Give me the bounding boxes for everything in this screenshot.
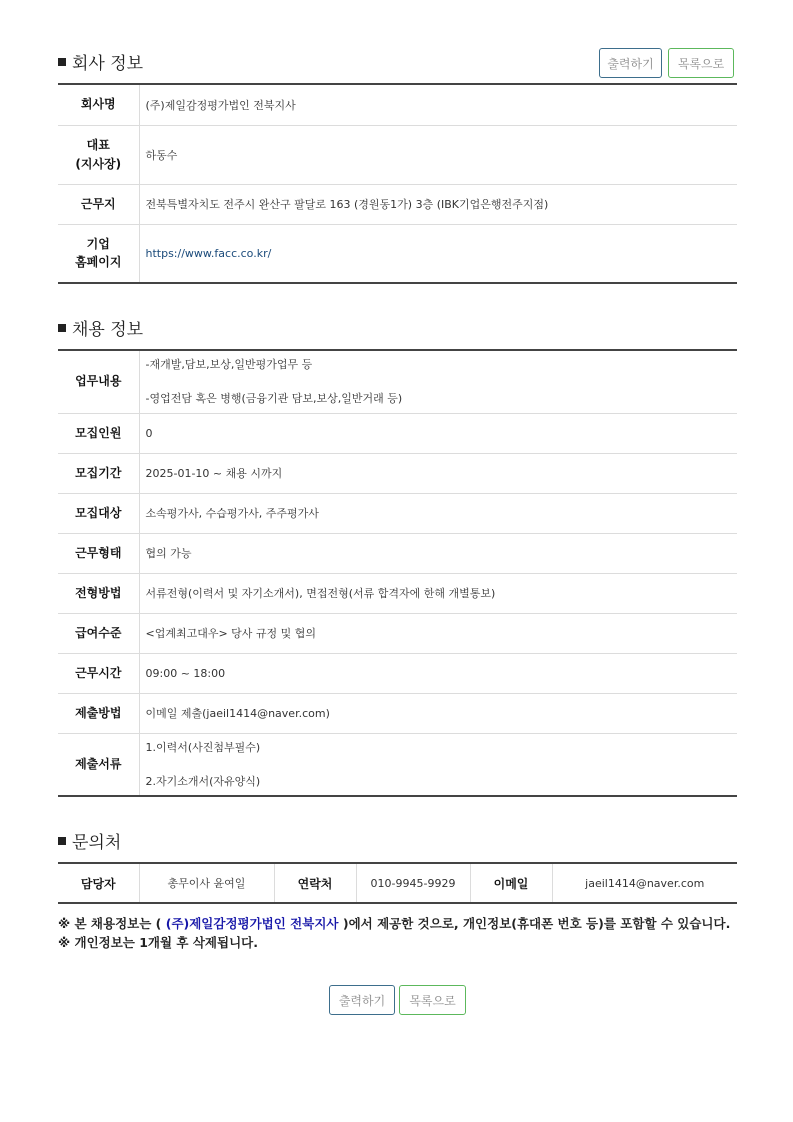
print-button-top[interactable]: 출력하기	[599, 48, 662, 78]
phone-label: 연락처	[274, 863, 356, 903]
table-row	[58, 84, 737, 125]
salary-value: <업계최고대우> 당사 규정 및 협의	[139, 613, 737, 653]
manager-label: 담당자	[80, 876, 116, 891]
row-label: 근무시간	[58, 653, 139, 693]
row-label: 제출서류	[58, 733, 139, 796]
list-button-top[interactable]: 목록으로	[668, 48, 734, 78]
homepage-cell	[139, 224, 737, 283]
submit-method-value: 이메일 제출(jaeil1414@naver.com)	[139, 693, 737, 733]
square-bullet-icon	[58, 324, 66, 332]
email-label: 이메일	[470, 863, 552, 903]
row-label: 전형방법	[58, 573, 139, 613]
workplace-value: 전북특별자치도 전주시 완산구 팔달로 163 (경원동1가) 3층 (IBK기업은행전주지점)	[139, 184, 737, 224]
email-value: jaeil1414@naver.com	[552, 863, 737, 903]
table-row	[58, 613, 737, 653]
table-row	[58, 493, 737, 533]
row-label: 모집인원	[58, 413, 139, 453]
table-row	[58, 350, 737, 413]
document-line: 2.자기소개서(자유양식)	[145, 774, 261, 788]
row-label: 급여수준	[58, 613, 139, 653]
list-button-bottom[interactable]: 목록으로	[399, 985, 466, 1015]
job-line: -영업전담 혹은 병행(금융기관 담보,보상,일반거래 등)	[145, 392, 403, 406]
manager-value: 총무이사 윤여일	[139, 863, 274, 903]
row-label: 업무내용	[58, 350, 139, 413]
table-row	[58, 184, 737, 224]
work-type-value: 협의 가능	[139, 533, 737, 573]
table-row	[58, 125, 737, 184]
selection-method-value: 서류전형(이력서 및 자기소개서), 면접전형(서류 합격자에 한해 개별통보)	[139, 573, 737, 613]
documents-value	[139, 733, 737, 796]
privacy-notice	[58, 914, 737, 952]
work-hours-value: 09:00 ~ 18:00	[139, 653, 737, 693]
document-line: 1.이력서(사진첨부필수)	[145, 740, 261, 754]
table-row	[58, 693, 737, 733]
row-label: 기업 홈페이지	[58, 224, 139, 283]
row-label: 모집대상	[58, 493, 139, 533]
table-row	[58, 453, 737, 493]
table-row	[58, 733, 737, 796]
contact-title-text: 문의처	[72, 833, 122, 853]
square-bullet-icon	[58, 837, 66, 845]
contact-table	[58, 862, 737, 904]
notice-line-2: ※ 개인정보는 1개월 후 삭제됩니다.	[58, 935, 258, 950]
table-row	[58, 224, 737, 283]
company-info-table	[58, 83, 737, 284]
headcount-value: 0	[139, 413, 737, 453]
recruit-info-title	[58, 315, 143, 340]
table-row	[58, 863, 737, 903]
table-row	[58, 533, 737, 573]
print-button-bottom[interactable]: 출력하기	[329, 985, 395, 1015]
company-name-value: (주)제일감정평가법인 전북지사	[145, 98, 296, 112]
square-bullet-icon	[58, 58, 66, 66]
recruit-info-title-text: 채용 정보	[72, 320, 144, 340]
row-label: 회사명	[58, 84, 139, 125]
table-row	[58, 413, 737, 453]
row-label: 제출방법	[58, 693, 139, 733]
row-label: 모집기간	[58, 453, 139, 493]
notice-company-name: (주)제일감정평가법인 전북지사	[165, 916, 339, 931]
ceo-value: 하동수	[139, 125, 737, 184]
table-row	[58, 573, 737, 613]
homepage-link[interactable]: https://www.facc.co.kr/	[145, 246, 272, 260]
period-value: 2025-01-10 ~ 채용 시까지	[139, 453, 737, 493]
row-label: 근무형태	[58, 533, 139, 573]
row-label: 근무지	[58, 184, 139, 224]
row-label: 대표 (지사장)	[58, 125, 139, 184]
notice-line-1: ※ 본 채용정보는 ( (주)제일감정평가법인 전북지사 )에서 제공한 것으로, 개인정보(휴대폰 번호 등)를 포함할 수 있습니다.	[58, 916, 731, 931]
recruit-info-table	[58, 349, 737, 797]
contact-title	[58, 828, 121, 853]
job-line: -재개발,담보,보상,일반평가업무 등	[145, 358, 313, 372]
company-info-title-text: 회사 정보	[72, 54, 144, 74]
phone-value: 010-9945-9929	[356, 863, 470, 903]
table-row	[58, 653, 737, 693]
job-description-value	[139, 350, 737, 413]
company-info-title	[58, 49, 143, 74]
target-value: 소속평가사, 수습평가사, 주주평가사	[139, 493, 737, 533]
